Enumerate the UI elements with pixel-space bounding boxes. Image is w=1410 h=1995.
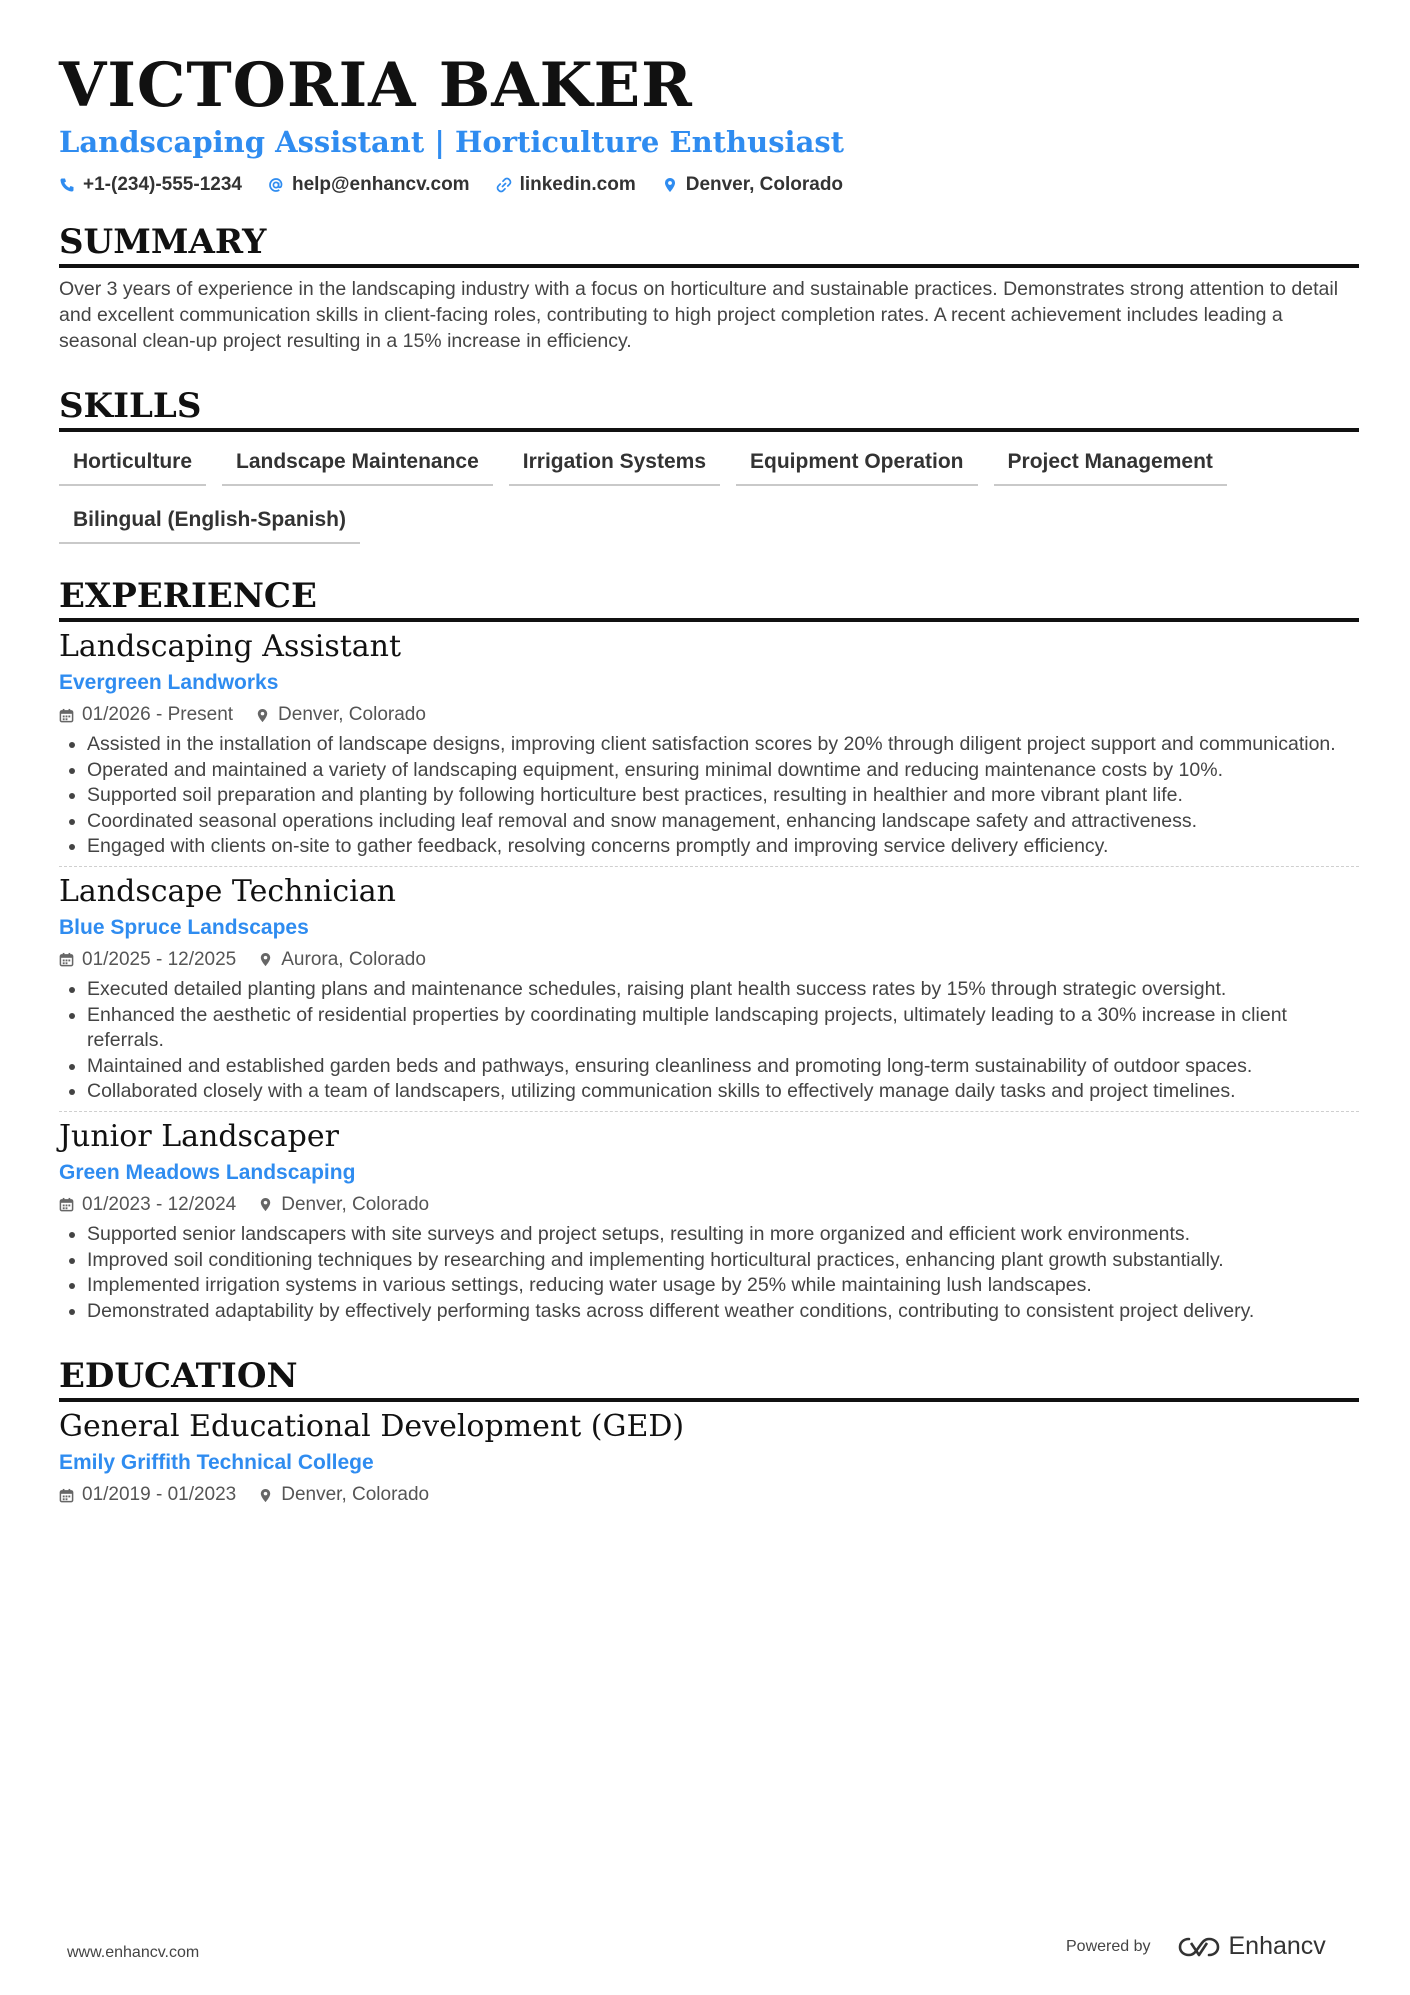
job-location: [255, 702, 426, 728]
summary-text: Over 3 years of experience in the landscaping industry with a focus on horticulture and sustainable practices. Demonstrates strong attention to detail and excellent communication skills in client-facing roles, contributing to high project completion rates. A recent achievement includes leading a seasonal clean-up project resulting in a 15% increase in efficiency.: [59, 278, 1339, 352]
achievement-item: • Maintained and established garden beds and pathways, ensuring cleanliness and promoting long-term sustainability of outdoor spaces.: [87, 1054, 1359, 1080]
map-pin-icon: [258, 1197, 273, 1212]
dates-text: 01/2026 - Present: [82, 704, 234, 725]
education-location: [258, 1482, 429, 1508]
experience-entry: [59, 1111, 1359, 1330]
enhancv-logo[interactable]: [1177, 1932, 1326, 1961]
skill-tag: Bilingual (English-Spanish): [59, 502, 360, 544]
job-dates: [59, 702, 233, 728]
summary-section: [59, 222, 1359, 354]
achievement-item: • Engaged with clients on-site to gather feedback, resolving concerns promptly and improving service delivery efficiency.: [87, 834, 1359, 860]
at-sign-icon: [268, 177, 284, 193]
achievement-item: • Supported soil preparation and planting by following horticulture best practices, resulting in healthier and more vibrant plant life.: [87, 783, 1359, 809]
job-meta: [59, 702, 1359, 728]
brand-name: Enhancv: [1228, 1932, 1326, 1960]
job-meta: [59, 1192, 1359, 1218]
job-title: Landscaping Assistant: [59, 629, 402, 664]
location-text: Denver, Colorado: [281, 1484, 430, 1506]
location-text: Aurora, Colorado: [281, 948, 426, 970]
achievement-item: • Assisted in the installation of landscape designs, improving client satisfaction scores by 20% through diligent project support and communication.: [87, 732, 1359, 758]
job-dates: [59, 947, 236, 973]
experience-entry: [59, 628, 1359, 866]
resume-header: [59, 50, 1359, 196]
map-pin-icon: [258, 1488, 273, 1503]
location-text: Denver, Colorado: [281, 1193, 430, 1215]
map-pin-icon: [662, 177, 678, 193]
phone-text: +1-(234)-555-1234: [83, 174, 242, 195]
location-text: Denver, Colorado: [685, 174, 844, 195]
education-meta: [59, 1482, 1359, 1508]
achievement-item: • Executed detailed planting plans and maintenance schedules, raising plant health success rates by 15% through strategic oversight.: [87, 977, 1359, 1003]
map-pin-icon: [258, 952, 273, 967]
achievement-item: • Operated and maintained a variety of landscaping equipment, ensuring minimal downtime and reducing maintenance costs by 10%.: [87, 758, 1359, 784]
candidate-headline: Landscaping Assistant | Horticulture Enthusiast: [59, 125, 845, 159]
achievement-list: [59, 977, 1359, 1105]
job-meta: [59, 947, 1359, 973]
education-entry: [59, 1408, 1359, 1514]
job-title: Junior Landscaper: [59, 1118, 339, 1154]
skill-tag: Horticulture: [59, 444, 206, 486]
achievement-item: • Coordinated seasonal operations including leaf removal and snow management, enhancing landscape safety and attractiveness.: [87, 809, 1359, 835]
calendar-icon: [59, 1488, 74, 1503]
footer-website[interactable]: www.enhancv.com: [67, 1944, 200, 1961]
powered-by-text: Powered by: [1066, 1937, 1151, 1955]
education-section: [59, 1356, 1359, 1514]
skills-list: [59, 444, 1359, 544]
degree-title: General Educational Development (GED): [59, 1409, 685, 1445]
achievement-item: • Supported senior landscapers with site surveys and project setups, resulting in more organized and efficient work environments.: [87, 1222, 1359, 1248]
dates-text: 01/2025 - 12/2025: [82, 948, 237, 970]
skill-tag: Irrigation Systems: [509, 444, 720, 486]
school-name: Emily Griffith Technical College: [59, 1451, 374, 1475]
skill-tag: Landscape Maintenance: [222, 444, 493, 486]
achievement-item: • Collaborated closely with a team of landscapers, utilizing communication skills to effectively manage daily tasks and project timelines.: [87, 1079, 1359, 1105]
contact-linkedin[interactable]: [496, 174, 636, 196]
calendar-icon: [59, 708, 74, 723]
map-pin-icon: [255, 708, 270, 723]
email-text: help@enhancv.com: [291, 174, 470, 195]
skill-tag: Project Management: [994, 444, 1227, 486]
contact-bar: [59, 174, 1359, 196]
achievement-item: • Enhanced the aesthetic of residential properties by coordinating multiple landscaping projects, ultimately leading to a 30% increase in client referrals.: [87, 1003, 1359, 1054]
achievement-item: • Implemented irrigation systems in various settings, reducing water usage by 25% while maintaining lush landscapes.: [87, 1273, 1359, 1299]
summary-title: SUMMARY: [59, 222, 1359, 268]
achievement-list: [59, 1222, 1359, 1324]
skill-tag: Equipment Operation: [736, 444, 978, 486]
contact-phone[interactable]: [59, 174, 242, 196]
dates-text: 01/2019 - 01/2023: [82, 1484, 237, 1506]
company-name: Green Meadows Landscaping: [59, 1160, 356, 1184]
contact-location: [662, 174, 843, 196]
job-location: [258, 947, 426, 973]
experience-entry: [59, 866, 1359, 1111]
job-dates: [59, 1192, 236, 1218]
calendar-icon: [59, 952, 74, 967]
job-location: [258, 1192, 429, 1218]
enhancv-logo-icon: [1177, 1935, 1221, 1959]
education-dates: [59, 1482, 236, 1508]
footer-branding: [1066, 1932, 1326, 1961]
achievement-item: • Demonstrated adaptability by effectively performing tasks across different weather conditions, contributing to consistent project delivery.: [87, 1299, 1359, 1325]
company-name: Evergreen Landworks: [59, 671, 279, 694]
calendar-icon: [59, 1197, 74, 1212]
education-title: EDUCATION: [59, 1356, 1359, 1402]
location-text: Denver, Colorado: [278, 704, 426, 725]
resume-page: [59, 50, 1359, 1514]
contact-email[interactable]: [268, 174, 470, 196]
experience-title: EXPERIENCE: [59, 576, 1359, 622]
linkedin-text: linkedin.com: [519, 174, 636, 195]
achievement-list: [59, 732, 1359, 860]
link-icon: [496, 177, 512, 193]
company-name: Blue Spruce Landscapes: [59, 915, 309, 939]
dates-text: 01/2023 - 12/2024: [82, 1193, 237, 1215]
job-title: Landscape Technician: [59, 873, 396, 909]
phone-icon: [59, 177, 75, 193]
candidate-name: VICTORIA BAKER: [59, 50, 693, 121]
experience-section: [59, 576, 1359, 1330]
skills-section: [59, 386, 1359, 544]
achievement-item: • Improved soil conditioning techniques by researching and implementing horticultural practices, enhancing plant growth substantially.: [87, 1248, 1359, 1274]
skills-title: SKILLS: [59, 386, 1359, 432]
